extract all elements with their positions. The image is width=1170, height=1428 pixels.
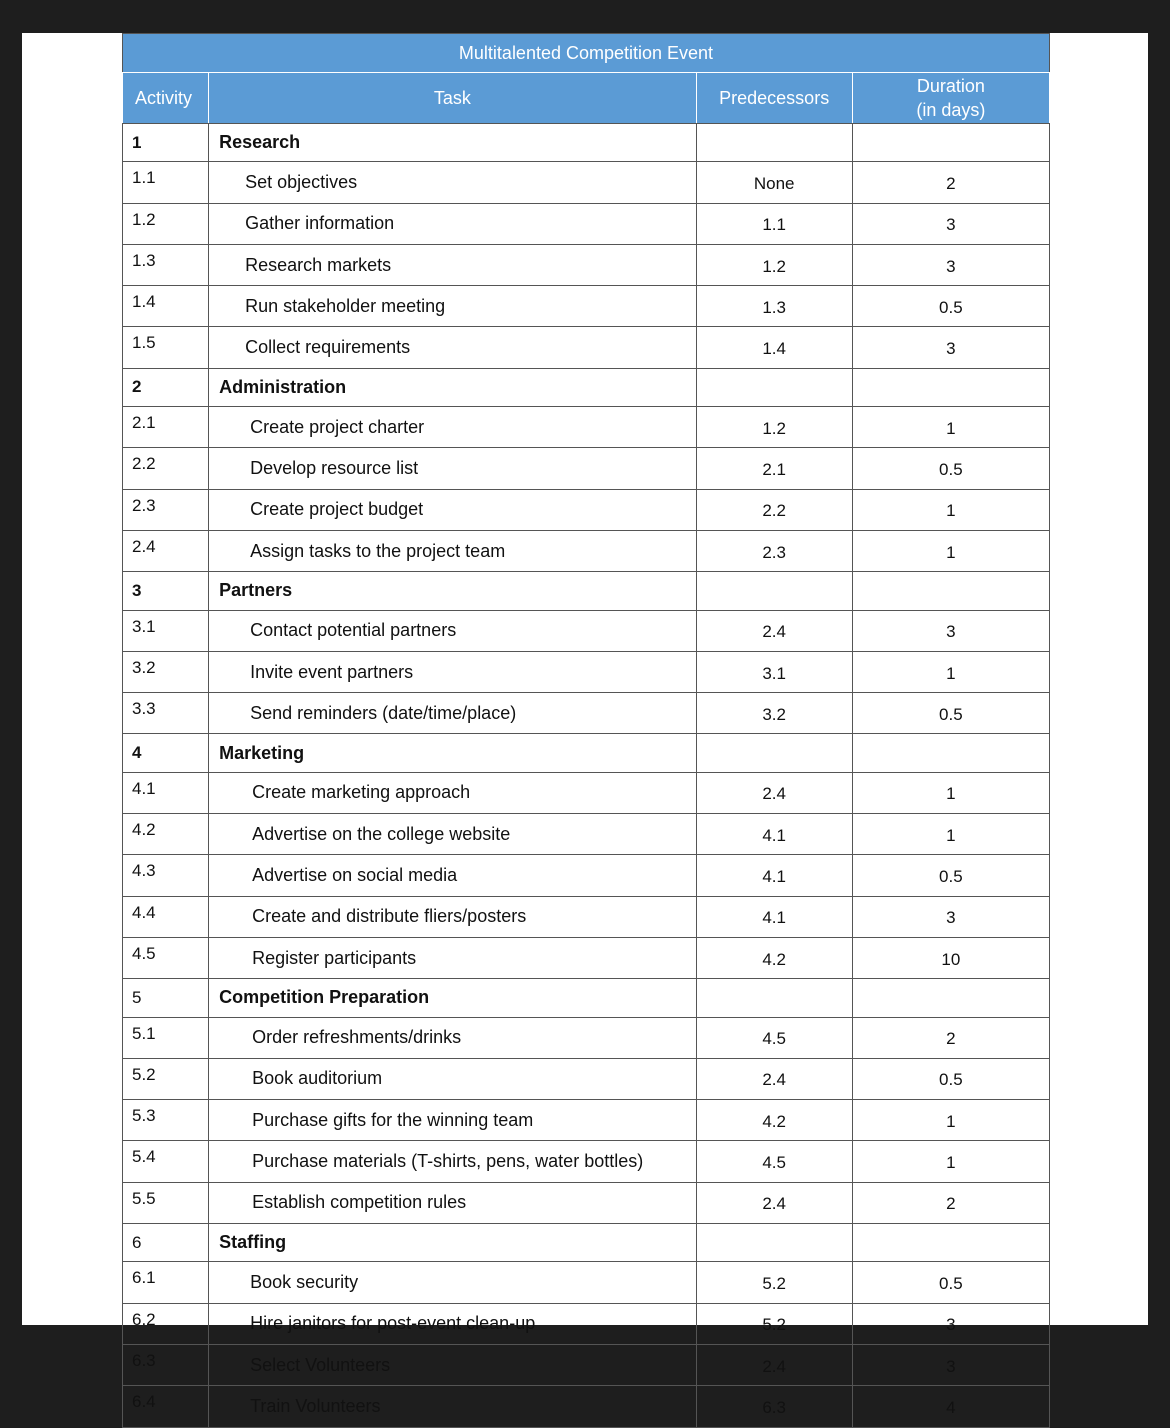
cell-duration: 3: [852, 610, 1049, 651]
cell-duration: 1: [852, 772, 1049, 813]
cell-predecessors: 1.2: [696, 407, 852, 448]
cell-activity: 2.4: [123, 530, 209, 571]
cell-duration: 3: [852, 203, 1049, 244]
table-row: [123, 1344, 1050, 1385]
cell-predecessors: 4.1: [696, 814, 852, 855]
cell-duration: [852, 979, 1049, 1017]
cell-duration: 1: [852, 530, 1049, 571]
cell-activity: 2.3: [123, 489, 209, 530]
table-row: [123, 610, 1050, 651]
cell-predecessors: 4.1: [696, 896, 852, 937]
table-row: [123, 124, 1050, 162]
table-row: [123, 572, 1050, 610]
cell-duration: 0.5: [852, 855, 1049, 896]
cell-predecessors: 4.5: [696, 1141, 852, 1182]
cell-predecessors: 2.4: [696, 610, 852, 651]
cell-task: Develop resource list: [209, 448, 697, 489]
table-row: [123, 1182, 1050, 1223]
cell-task: Order refreshments/drinks: [209, 1017, 697, 1058]
cell-task: Purchase gifts for the winning team: [209, 1100, 697, 1141]
cell-predecessors: [696, 979, 852, 1017]
window-top-edge: [22, 0, 1148, 11]
cell-task: Create and distribute fliers/posters: [209, 896, 697, 937]
cell-duration: 1: [852, 407, 1049, 448]
table-row: [123, 244, 1050, 285]
cell-predecessors: 1.4: [696, 327, 852, 368]
cell-activity: 3.3: [123, 693, 209, 734]
cell-task: Register participants: [209, 937, 697, 978]
table-row: [123, 203, 1050, 244]
cell-predecessors: 5.2: [696, 1303, 852, 1344]
table-row: [123, 734, 1050, 772]
table-row: [123, 1100, 1050, 1141]
cell-task: Establish competition rules: [209, 1182, 697, 1223]
cell-task: Research markets: [209, 244, 697, 285]
cell-task: Book security: [209, 1262, 697, 1303]
cell-duration: 1: [852, 814, 1049, 855]
cell-activity: 4.5: [123, 937, 209, 978]
cell-task: Send reminders (date/time/place): [209, 693, 697, 734]
cell-task: Purchase materials (T-shirts, pens, water bottles): [209, 1141, 697, 1182]
cell-duration: 1: [852, 1141, 1049, 1182]
cell-predecessors: 2.2: [696, 489, 852, 530]
cell-task: Train Volunteers: [209, 1386, 697, 1427]
cell-duration: 3: [852, 896, 1049, 937]
cell-activity: 4.2: [123, 814, 209, 855]
cell-predecessors: 4.2: [696, 937, 852, 978]
cell-activity: 2.1: [123, 407, 209, 448]
table-row: [123, 896, 1050, 937]
cell-activity: 6.2: [123, 1303, 209, 1344]
cell-duration: [852, 1224, 1049, 1262]
table-row: [123, 407, 1050, 448]
table-row: [123, 368, 1050, 406]
cell-duration: 0.5: [852, 1058, 1049, 1099]
cell-duration: [852, 124, 1049, 162]
table-row: [123, 448, 1050, 489]
cell-activity: 1.4: [123, 286, 209, 327]
table-row: [123, 772, 1050, 813]
cell-activity: 1.1: [123, 162, 209, 203]
header-duration: [852, 73, 1049, 124]
cell-duration: 1: [852, 1100, 1049, 1141]
cell-task: Contact potential partners: [209, 610, 697, 651]
cell-task-heading: Competition Preparation: [209, 979, 697, 1017]
cell-activity: 5: [123, 979, 209, 1017]
table-row: [123, 286, 1050, 327]
cell-activity: 6.3: [123, 1344, 209, 1385]
cell-duration: 4: [852, 1386, 1049, 1427]
cell-predecessors: 3.2: [696, 693, 852, 734]
cell-activity: 1.5: [123, 327, 209, 368]
cell-task-heading: Staffing: [209, 1224, 697, 1262]
cell-predecessors: [696, 572, 852, 610]
cell-activity: 3: [123, 572, 209, 610]
cell-task: Run stakeholder meeting: [209, 286, 697, 327]
header-duration-line1: Duration: [916, 76, 985, 96]
cell-activity: 5.3: [123, 1100, 209, 1141]
cell-task: Collect requirements: [209, 327, 697, 368]
header-activity: Activity: [123, 73, 209, 124]
cell-task-heading: Administration: [209, 368, 697, 406]
cell-predecessors: 5.2: [696, 1262, 852, 1303]
cell-predecessors: [696, 734, 852, 772]
cell-activity: 4.3: [123, 855, 209, 896]
table-row: [123, 1141, 1050, 1182]
document-page: [22, 33, 1148, 1417]
cell-duration: 0.5: [852, 448, 1049, 489]
cell-task: Assign tasks to the project team: [209, 530, 697, 571]
cell-task: Create project budget: [209, 489, 697, 530]
table-row: [123, 162, 1050, 203]
cell-predecessors: 2.1: [696, 448, 852, 489]
cell-activity: 3.1: [123, 610, 209, 651]
cell-duration: 1: [852, 651, 1049, 692]
cell-activity: 2.2: [123, 448, 209, 489]
cell-activity: 5.5: [123, 1182, 209, 1223]
cell-duration: 1: [852, 489, 1049, 530]
activity-table: [122, 33, 1050, 1428]
table-row: [123, 1303, 1050, 1344]
table-row: [123, 1058, 1050, 1099]
cell-task: Gather information: [209, 203, 697, 244]
cell-predecessors: 1.3: [696, 286, 852, 327]
header-predecessors: Predecessors: [696, 73, 852, 124]
cell-task: Book auditorium: [209, 1058, 697, 1099]
cell-duration: 2: [852, 1182, 1049, 1223]
cell-predecessors: 4.2: [696, 1100, 852, 1141]
table-row: [123, 327, 1050, 368]
cell-duration: 0.5: [852, 693, 1049, 734]
table-row: [123, 855, 1050, 896]
cell-activity: 2: [123, 368, 209, 406]
table-row: [123, 530, 1050, 571]
cell-task: Select Volunteers: [209, 1344, 697, 1385]
cell-predecessors: 2.4: [696, 772, 852, 813]
header-duration-line2: (in days): [916, 100, 986, 120]
cell-activity: 6.4: [123, 1386, 209, 1427]
cell-task: Create project charter: [209, 407, 697, 448]
cell-predecessors: 2.3: [696, 530, 852, 571]
cell-task: Invite event partners: [209, 651, 697, 692]
cell-task-heading: Partners: [209, 572, 697, 610]
cell-duration: [852, 734, 1049, 772]
header-task: Task: [209, 73, 697, 124]
cell-task: Set objectives: [209, 162, 697, 203]
table-row: [123, 937, 1050, 978]
cell-task: Create marketing approach: [209, 772, 697, 813]
cell-duration: 2: [852, 1017, 1049, 1058]
cell-duration: 2: [852, 162, 1049, 203]
cell-predecessors: 3.1: [696, 651, 852, 692]
cell-predecessors: [696, 124, 852, 162]
cell-task: Advertise on the college website: [209, 814, 697, 855]
cell-duration: 3: [852, 1344, 1049, 1385]
cell-activity: 4.1: [123, 772, 209, 813]
cell-duration: 10: [852, 937, 1049, 978]
cell-activity: 5.2: [123, 1058, 209, 1099]
table-row: [123, 1262, 1050, 1303]
table-title: Multitalented Competition Event: [123, 34, 1050, 73]
cell-activity: 1.2: [123, 203, 209, 244]
table-body: [123, 124, 1050, 1428]
table-row: [123, 1386, 1050, 1427]
cell-predecessors: 4.5: [696, 1017, 852, 1058]
cell-task: Hire janitors for post-event clean-up: [209, 1303, 697, 1344]
table-row: [123, 1017, 1050, 1058]
cell-activity: 1.3: [123, 244, 209, 285]
table-row: [123, 979, 1050, 1017]
cell-predecessors: 6.3: [696, 1386, 852, 1427]
cell-predecessors: [696, 368, 852, 406]
cell-predecessors: 2.4: [696, 1058, 852, 1099]
cell-predecessors: 1.2: [696, 244, 852, 285]
table-row: [123, 651, 1050, 692]
cell-duration: [852, 572, 1049, 610]
cell-activity: 5.1: [123, 1017, 209, 1058]
cell-duration: 3: [852, 244, 1049, 285]
cell-predecessors: 4.1: [696, 855, 852, 896]
cell-activity: 6: [123, 1224, 209, 1262]
cell-predecessors: 2.4: [696, 1182, 852, 1223]
cell-activity: 4.4: [123, 896, 209, 937]
cell-activity: 5.4: [123, 1141, 209, 1182]
cell-activity: 4: [123, 734, 209, 772]
cell-predecessors: 2.4: [696, 1344, 852, 1385]
cell-duration: 0.5: [852, 1262, 1049, 1303]
cell-duration: 0.5: [852, 286, 1049, 327]
cell-predecessors: [696, 1224, 852, 1262]
cell-activity: 6.1: [123, 1262, 209, 1303]
cell-duration: 3: [852, 1303, 1049, 1344]
table-row: [123, 1224, 1050, 1262]
cell-predecessors: 1.1: [696, 203, 852, 244]
cell-activity: 3.2: [123, 651, 209, 692]
cell-task-heading: Marketing: [209, 734, 697, 772]
cell-task-heading: Research: [209, 124, 697, 162]
cell-activity: 1: [123, 124, 209, 162]
table-row: [123, 489, 1050, 530]
cell-duration: [852, 368, 1049, 406]
cell-predecessors: None: [696, 162, 852, 203]
cell-task: Advertise on social media: [209, 855, 697, 896]
table-row: [123, 814, 1050, 855]
cell-duration: 3: [852, 327, 1049, 368]
table-row: [123, 693, 1050, 734]
